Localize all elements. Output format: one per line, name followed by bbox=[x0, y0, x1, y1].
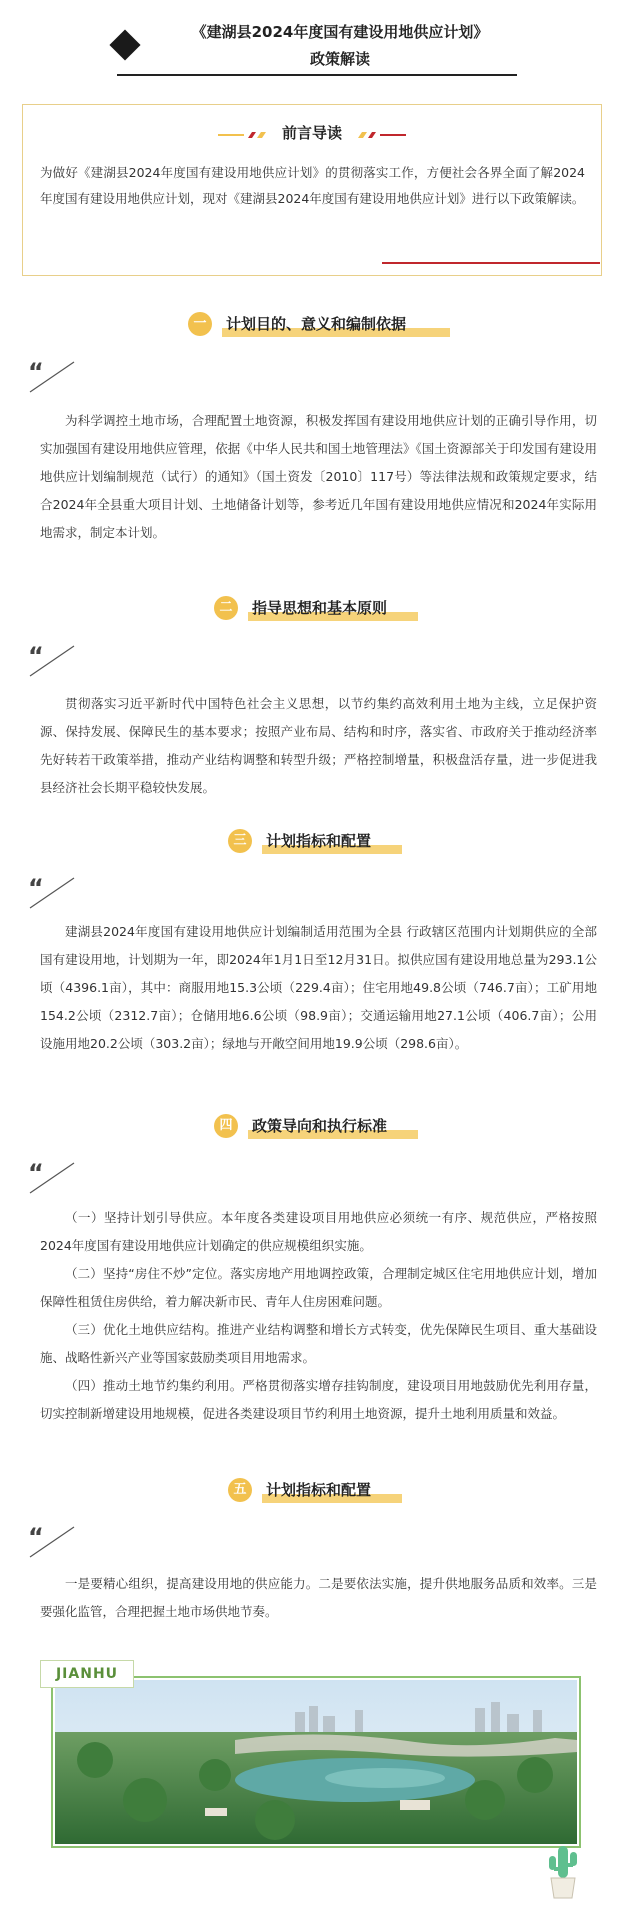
quote-slash-icon bbox=[28, 644, 76, 678]
paragraph: 建湖县2024年度国有建设用地供应计划编制适用范围为全县 行政辖区范围内计划期供应的全部国有建设用地，计划期为一年，即2024年1月1日至12月31日。拟供应国有建设用地总量为293.1公顷（4396.1亩），其中：商服用地15.3公顷（229.4亩）；住宅用地49.8公顷（746.7亩）；工矿用地154.2公顷（2312.7亩）；仓储用地6.6公顷（98.9亩）；交通运输用地27.1公顷（406.7亩）；公用设施用地20.2公顷（303.2亩）；绿地与开敞空间用地19.9公顷（298.6亩）。 bbox=[40, 924, 597, 1051]
section-2-body bbox=[40, 690, 597, 802]
section-title: 政策导向和执行标准 bbox=[252, 1117, 388, 1135]
paragraph: 一是要精心组织，提高建设用地的供应能力。二是要依法实施，提升供地服务品质和效率。三是要强化监管，合理把握土地市场供地节奏。 bbox=[40, 1576, 597, 1619]
section-1-body bbox=[40, 407, 597, 547]
paragraph: 贯彻落实习近平新时代中国特色社会主义思想，以节约集约高效利用土地为主线，立足保护资源、保持发展、保障民生的基本要求；按照产业布局、结构和时序，落实省、市政府关于推动经济率先好转若干政策举措，推动产业结构调整和转型升级；严格控制增量，积极盘活存量，进一步促进我县经济社会长期平稳较快发展。 bbox=[40, 696, 597, 795]
cactus-icon bbox=[545, 1842, 581, 1900]
title-divider bbox=[117, 74, 517, 76]
header-diamond-icon bbox=[109, 29, 140, 60]
quote-slash-icon bbox=[28, 360, 76, 394]
quote-mark-icon: “ bbox=[28, 1523, 44, 1551]
section-title: 计划指标和配置 bbox=[266, 832, 372, 850]
right-stripe-icon bbox=[356, 131, 406, 139]
section-3-body bbox=[40, 918, 597, 1058]
paragraph: （四）推动土地节约集约利用。严格贯彻落实增存挂钩制度，建设项目用地鼓励优先利用存量，切实控制新增建设用地规模，促进各类建设项目节约利用土地资源，提升土地利用质量和效益。 bbox=[40, 1378, 597, 1421]
section-number-badge: 三 bbox=[228, 829, 252, 853]
section-3-header bbox=[0, 826, 624, 856]
quote-slash-icon bbox=[28, 1525, 76, 1559]
paragraph: （三）优化土地供应结构。推进产业结构调整和增长方式转变，优先保障民生项目、重大基础设施、战略性新兴产业等国家鼓励类项目用地需求。 bbox=[40, 1322, 597, 1365]
section-number-badge: 二 bbox=[214, 596, 238, 620]
section-2-header bbox=[0, 593, 624, 623]
section-4-body bbox=[40, 1204, 597, 1428]
paragraph: 为科学调控土地市场，合理配置土地资源，积极发挥国有建设用地供应计划的正确引导作用，切实加强国有建设用地供应管理，依据《中华人民共和国土地管理法》《国土资源部关于印发国有建设用地供应计划编制规范（试行）的通知》（国土资发〔2010〕117号）等法律法规和政策规定要求，结合2024年全县重大项目计划、土地储备计划等，参考近几年国有建设用地供应情况和2024年实际用地需求，制定本计划。 bbox=[40, 413, 597, 540]
intro-text: 为做好《建湖县2024年度国有建设用地供应计划》的贯彻落实工作，方便社会各界全面了解2024年度国有建设用地供应计划，现对《建湖县2024年度国有建设用地供应计划》进行以下政策解读。 bbox=[40, 165, 585, 206]
section-number-badge: 一 bbox=[188, 312, 212, 336]
page-subtitle: 政策解读 bbox=[309, 50, 370, 68]
section-title: 计划指标和配置 bbox=[266, 1481, 372, 1499]
quote-mark-icon: “ bbox=[28, 358, 44, 386]
quote-mark-icon: “ bbox=[28, 874, 44, 902]
quote-mark-icon: “ bbox=[28, 1159, 44, 1187]
section-title: 计划目的、意义和编制依据 bbox=[226, 315, 407, 333]
section-4-header bbox=[0, 1111, 624, 1141]
intro-heading: 前言导读 bbox=[281, 124, 342, 142]
quote-mark-icon: “ bbox=[28, 642, 44, 670]
section-number-badge: 五 bbox=[228, 1478, 252, 1502]
jianhu-label: JIANHU bbox=[40, 1660, 134, 1688]
section-number-badge: 四 bbox=[214, 1114, 238, 1138]
page-title: 《建湖县2024年度国有建设用地供应计划》 bbox=[191, 23, 489, 41]
section-1-header bbox=[0, 309, 624, 339]
paragraph: （一）坚持计划引导供应。本年度各类建设项目用地供应必须统一有序、规范供应，严格按照2024年度国有建设用地供应计划确定的供应规模组织实施。 bbox=[40, 1210, 597, 1253]
section-5-body bbox=[40, 1570, 597, 1626]
section-5-header bbox=[0, 1475, 624, 1505]
quote-slash-icon bbox=[28, 876, 76, 910]
jianhu-lake-photo bbox=[55, 1680, 577, 1844]
quote-slash-icon bbox=[28, 1161, 76, 1195]
intro-red-rule bbox=[382, 262, 600, 264]
paragraph: （二）坚持“房住不炒”定位。落实房地产用地调控政策，合理制定城区住宅用地供应计划，增加保障性租赁住房供给，着力解决新市民、青年人住房困难问题。 bbox=[40, 1266, 597, 1309]
section-title: 指导思想和基本原则 bbox=[252, 599, 388, 617]
